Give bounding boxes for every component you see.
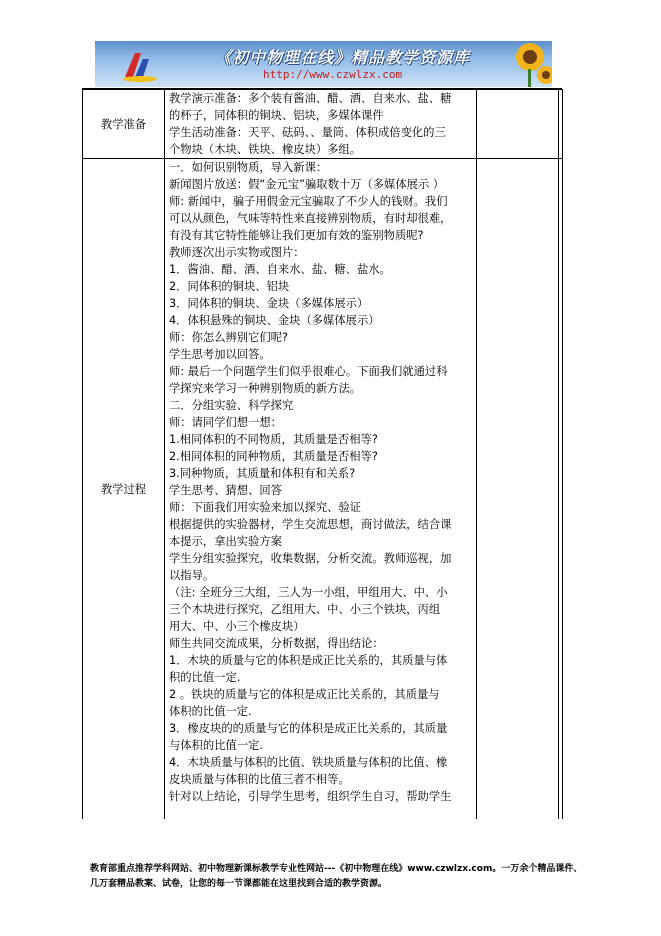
site-banner	[95, 41, 552, 87]
row-label-preparation: 教学准备	[83, 90, 165, 159]
text-line: 与体积的比值一定.	[169, 739, 263, 752]
text-line: 师: 新闻中，骗子用假金元宝骗取了不少人的钱财。我们	[169, 195, 448, 208]
text-line: 师: 最后一个问题学生们似乎很难心。下面我们就通过科	[169, 365, 448, 378]
preparation-content	[165, 90, 477, 159]
text-line: 1．木块的质量与它的体积是成正比关系的，其质量与体	[169, 654, 448, 667]
table-row	[83, 159, 563, 820]
text-line: 学生分组实验探究，收集数据，分析交流。教师巡视，加	[169, 552, 452, 565]
banner-url[interactable]: http://www.czwlzx.com	[263, 68, 403, 81]
text-line: 可以从颜色，气味等特性来直接辨别物质，有时却很难，	[169, 212, 452, 225]
text-line: 师：请同学们想一想：	[169, 416, 282, 429]
text-line: 2.相同体积的同种物质，其质量是否相等?	[169, 450, 378, 463]
site-logo-icon	[121, 47, 159, 83]
text-line: 4．木块质量与体积的比值、铁块质量与体积的比值、橡	[169, 756, 448, 769]
text-line: 新闻图片放送：假“金元宝”骗取数十万（多媒体展示 ）	[169, 178, 445, 191]
text-line: 体积的比值一定.	[169, 705, 252, 718]
footer-line: 教育部重点推荐学科网站、初中物理新课标教学专业性网站---《初中物理在线》www.czwlzx.com。一万余个精品课件、	[90, 864, 583, 874]
text-line: 师：你怎么辨别它们呢?	[169, 331, 288, 344]
lesson-table	[82, 89, 563, 819]
empty-cell	[559, 90, 563, 159]
text-line: 积的比值一定.	[169, 671, 241, 684]
empty-cell	[559, 159, 563, 820]
text-line: 1.相同体积的不同物质，其质量是否相等?	[169, 433, 378, 446]
text-line: 4．体积悬殊的铜块、金块（多媒体展示）	[169, 314, 380, 327]
text-line: 根据提供的实验器材，学生交流思想，商讨做法，结合课	[169, 518, 452, 531]
sunflower-icon	[500, 41, 552, 87]
text-line: 3．橡皮块的的质量与它的体积是成正比关系的，其质量	[169, 722, 448, 735]
text-line: 皮块质量与体积的比值三者不相等。	[169, 773, 350, 786]
text-line: 一．如何识别物质，导入新课：	[169, 161, 328, 174]
text-line: 针对以上结论，引导学生思考，组织学生自习，帮助学生	[169, 790, 452, 803]
text-line: 3.同种物质，其质量和体积有和关系?	[169, 467, 356, 480]
empty-cell	[477, 159, 559, 820]
process-content	[165, 159, 477, 820]
text-line: 2 。铁块的质量与它的体积是成正比关系的，其质量与	[169, 688, 440, 701]
text-line: 3．同体积的铜块、金块（多媒体展示）	[169, 297, 369, 310]
footer-line: 几万套精品教案、试卷，让您的每一节课都能在这里找到合适的教学资源。	[90, 879, 388, 889]
text-line: 学探究来学习一种辨别物质的新方法。	[169, 382, 362, 395]
text-line: 本提示，拿出实验方案	[169, 535, 282, 548]
text-line: 用大、中、小三个橡皮块）	[169, 620, 305, 633]
text-line: 学生思考、猜想、回答	[169, 484, 282, 497]
text-line: 学生活动准备：天平、砝码、、量筒、体积成倍变化的三	[169, 126, 446, 139]
text-line: 三个木块进行探究，乙组用大、中、小三个铁块，丙组	[169, 603, 441, 616]
text-line: 学生思考加以回答。	[169, 348, 271, 361]
text-line: 的杯子，同体积的铜块、铝块，多媒体课件	[169, 109, 384, 122]
empty-cell	[477, 90, 559, 159]
text-line: （注: 全班分三大组，三人为一小组，甲组用大、中、小	[169, 586, 448, 599]
text-line: 教师逐次出示实物或图片：	[169, 246, 305, 259]
text-line: 有没有其它特性能够让我们更加有效的鉴别物质呢?	[169, 229, 424, 242]
table-row	[83, 90, 563, 159]
text-line: 师生共同交流成果，分析数据，得出结论：	[169, 637, 384, 650]
text-line: 2．同体积的铜块、铝块	[169, 280, 290, 293]
text-line: 以指导。	[169, 569, 215, 582]
row-label-process: 教学过程	[83, 159, 165, 820]
page-footer	[90, 862, 590, 892]
text-line: 1．酱油、醋、酒、自来水、盐、糖、盐水。	[169, 263, 391, 276]
text-line: 师：下面我们用实验来加以探究、验证	[169, 501, 362, 514]
banner-title: 《初中物理在线》精品教学资源库	[215, 48, 471, 67]
text-line: 二．分组实验、科学探究	[169, 399, 294, 412]
text-line: 个物块（木块、铁块、橡皮块）多组。	[169, 143, 362, 156]
text-line: 教学演示准备：多个装有酱油、醋、酒、自来水、盐、糖	[169, 92, 452, 105]
